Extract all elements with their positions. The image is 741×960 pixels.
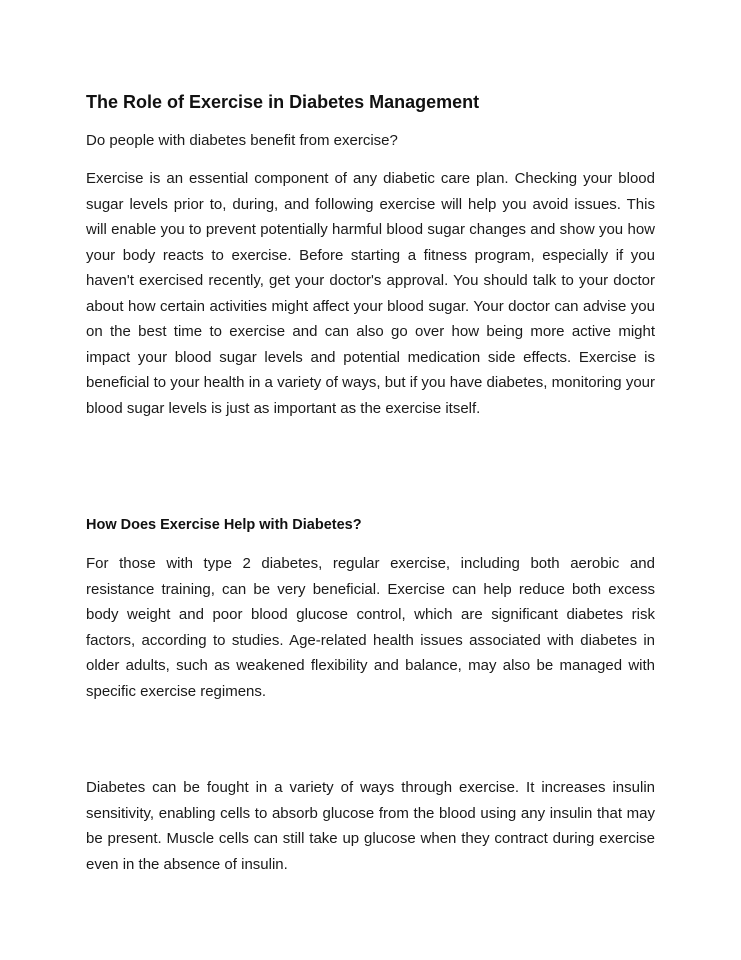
paragraph-type2-benefits: For those with type 2 diabetes, regular exercise, including both aerobic and resistance training, can be very beneficial. Exercise can help reduce both excess body weight and poor blood glucose control, which are significant diabetes risk factors, according to studies. Age-related health issues associated with diabetes in older adults, such as weakened flexibility and balance, may also be managed with specific exercise regimens. — [86, 555, 655, 700]
intro-question: Do people with diabetes benefit from exercise? — [86, 132, 398, 149]
document-title: The Role of Exercise in Diabetes Management — [86, 92, 480, 112]
section-heading: How Does Exercise Help with Diabetes? — [86, 517, 362, 533]
paragraph-insulin-sensitivity: Diabetes can be fought in a variety of ways through exercise. It increases insulin sensitivity, enabling cells to absorb glucose from the blood using any insulin that may be present. Muscle cells can still take up glucose when they contract during exercise even in the absence of insulin. — [86, 779, 655, 873]
paragraph-exercise-care-plan: Exercise is an essential component of any diabetic care plan. Checking your blood sugar levels prior to, during, and following exercise will help you avoid issues. This will enable you to prevent potentially harmful blood sugar changes and show you how your body reacts to exercise. Before starting a fitness program, especially if you haven't exercised recently, get your doctor's approval. You should talk to your doctor about how certain activities might affect your blood sugar. Your doctor can advise you on the best time to exercise and can also go over how being more active might impact your blood sugar levels and potential medication side effects. Exercise is beneficial to your health in a variety of ways, but if you have diabetes, monitoring your blood sugar levels is just as important as the exercise itself. — [86, 170, 655, 417]
